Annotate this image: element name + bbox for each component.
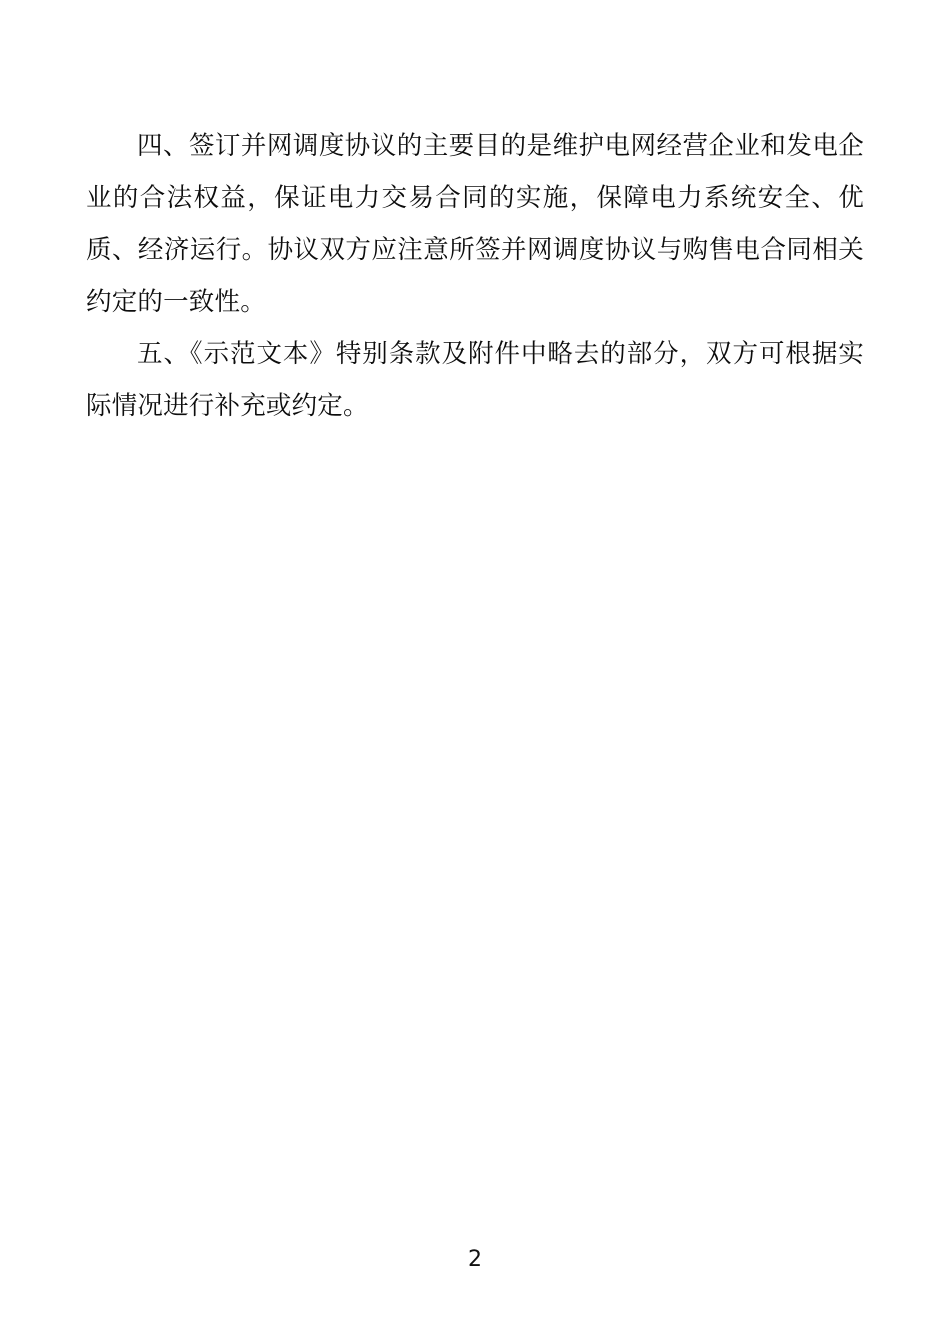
document-body <box>86 120 864 432</box>
paragraph-five: 五、《示范文本》特别条款及附件中略去的部分，双方可根据实际情况进行补充或约定。 <box>86 339 864 421</box>
paragraph-four: 四、签订并网调度协议的主要目的是维护电网经营企业和发电企业的合法权益，保证电力交易合同的实施，保障电力系统安全、优质、经济运行。协议双方应注意所签并网调度协议与购售电合同相关约定的一致性。 <box>86 131 864 317</box>
page-number: 2 <box>468 1247 482 1272</box>
